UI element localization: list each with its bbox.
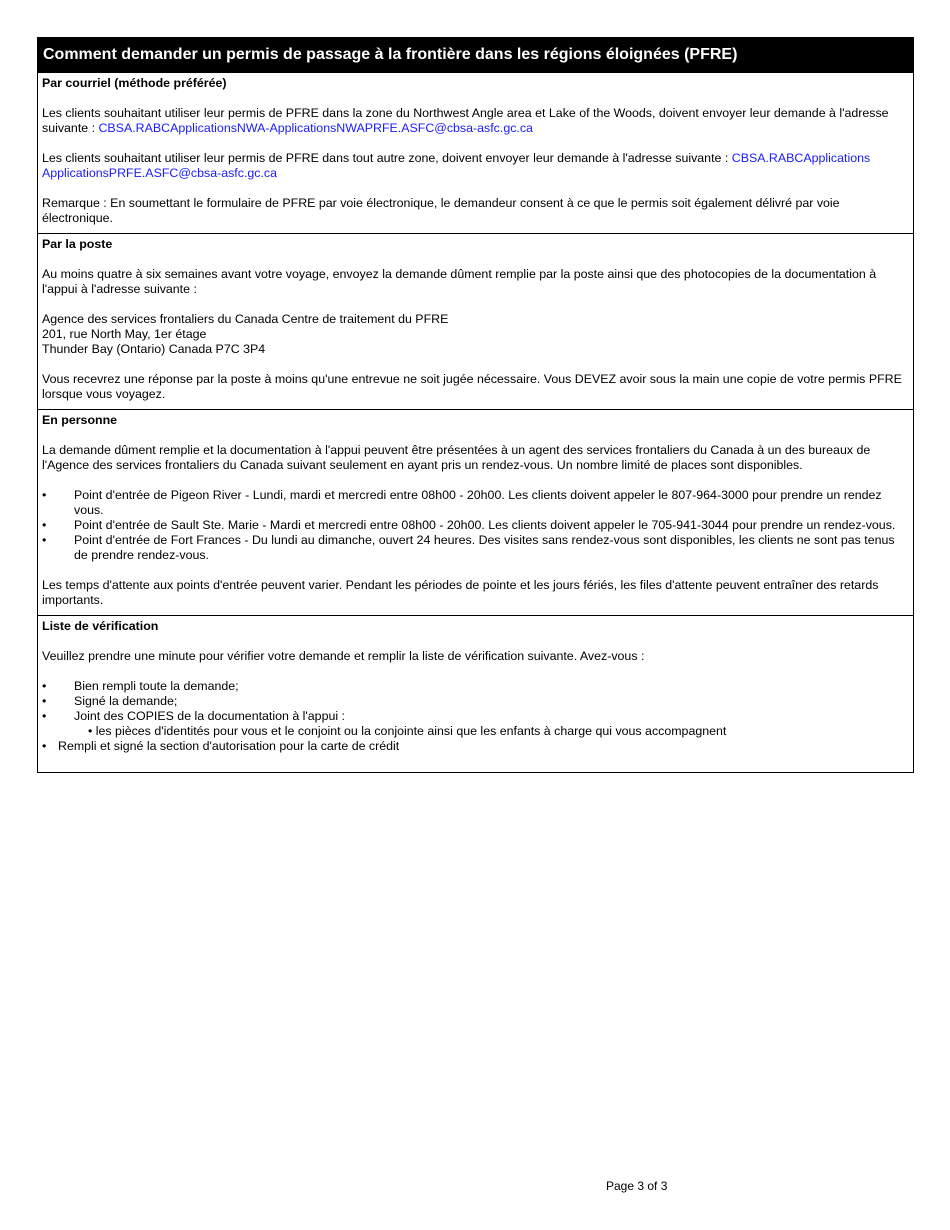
- in-person-heading: En personne: [42, 413, 118, 427]
- address-line-1: Agence des services frontaliers du Canada Centre de traitement du PFRE: [42, 312, 449, 326]
- mail-response-note: Vous recevrez une réponse par la poste à moins qu'une entrevue ne soit jugée nécessaire. Vous DEVEZ avoir sous la main une copie de votre permis PFRE lorsque vous voyagez.: [42, 372, 902, 401]
- page-number: Page 3 of 3: [606, 1179, 668, 1193]
- list-item: • Bien rempli toute la demande;: [42, 679, 239, 693]
- email-nwa-text: Les clients souhaitant utiliser leur permis de PFRE dans la zone du Northwest Angle area et Lake of the Woods, doivent envoyer leur demande à l'adresse suivante :: [42, 106, 889, 135]
- bullet: •: [42, 679, 47, 693]
- checklist-list: [42, 679, 909, 754]
- bullet: •: [42, 533, 47, 547]
- list-item: • Point d'entrée de Pigeon River - Lundi, mardi et mercredi entre 08h00 - 20h00. Les clients doivent appeler le 807-964-3000 pour prendre un rendez vous.: [42, 488, 882, 517]
- email-other-text: Les clients souhaitant utiliser leur permis de PFRE dans tout autre zone, doivent envoyer leur demande à l'adresse suivante :: [42, 151, 732, 165]
- in-person-intro: La demande dûment remplie et la documentation à l'appui peuvent être présentées à un agent des services frontaliers du Canada à un des bureaux de l'Agence des services frontaliers du Canada suivant seulement en ayant pris un rendez-vous. Un nombre limité de places sont disponibles.: [42, 443, 871, 472]
- checklist-intro: Veuillez prendre une minute pour vérifier votre demande et remplir la liste de vérification suivante. Avez-vous :: [42, 649, 645, 663]
- email-paragraph-nwa: [42, 106, 909, 136]
- list-item: • Rempli et signé la section d'autorisation pour la carte de crédit: [42, 739, 400, 753]
- list-item: • Point d'entrée de Sault Ste. Marie - Mardi et mercredi entre 08h00 - 20h00. Les clients doivent appeler le 705-941-3044 pour prendre un rendez-vous.: [42, 518, 896, 532]
- list-item-sub: • les pièces d'identités pour vous et le conjoint ou la conjointe ainsi que les enfants à charge qui vous accompagnent: [88, 724, 727, 738]
- section-in-person: [38, 409, 913, 615]
- email-other-link[interactable]: CBSA.RABCApplications ApplicationsPRFE.ASFC@cbsa-asfc.gc.ca: [42, 151, 871, 180]
- wait-times-note: Les temps d'attente aux points d'entrée peuvent varier. Pendant les périodes de pointe et les jours fériés, les files d'attente peuvent entraîner des retards importants.: [42, 578, 879, 607]
- bullet: •: [42, 739, 47, 753]
- bullet: •: [42, 518, 47, 532]
- form-title: Comment demander un permis de passage à la frontière dans les régions éloignées (PFRE): [38, 38, 913, 73]
- list-item: • Joint des COPIES de la documentation à l'appui :: [42, 709, 345, 723]
- list-item: • Signé la demande;: [42, 694, 178, 708]
- address-line-2: 201, rue North May, 1er étage: [42, 327, 207, 341]
- form-box: [37, 37, 914, 773]
- email-heading: Par courriel (méthode préférée): [42, 76, 227, 90]
- bullet: •: [42, 694, 47, 708]
- mail-heading: Par la poste: [42, 237, 113, 251]
- bullet: •: [42, 488, 47, 502]
- ports-of-entry-list: [42, 488, 909, 563]
- mail-instructions: Au moins quatre à six semaines avant votre voyage, envoyez la demande dûment remplie par la poste ainsi que des photocopies de la documentation à l'appui à l'adresse suivante :: [42, 267, 877, 296]
- section-mail: [38, 233, 913, 409]
- email-paragraph-other: [42, 151, 909, 181]
- email-remark: Remarque : En soumettant le formulaire de PFRE par voie électronique, le demandeur consent à ce que le permis soit également délivré par voie électronique.: [42, 196, 840, 225]
- section-email: [38, 73, 913, 233]
- bullet: •: [42, 709, 47, 723]
- mail-address: [42, 312, 909, 357]
- email-nwa-link[interactable]: CBSA.RABCApplicationsNWA-ApplicationsNWAPRFE.ASFC@cbsa-asfc.gc.ca: [98, 121, 533, 135]
- list-item: • Point d'entrée de Fort Frances - Du lundi au dimanche, ouvert 24 heures. Des visites sans rendez-vous sont disponibles, les clients ne sont pas tenus de prendre rendez-vous.: [42, 533, 895, 562]
- section-checklist: [38, 615, 913, 772]
- address-line-3: Thunder Bay (Ontario) Canada P7C 3P4: [42, 342, 266, 356]
- checklist-heading: Liste de vérification: [42, 619, 159, 633]
